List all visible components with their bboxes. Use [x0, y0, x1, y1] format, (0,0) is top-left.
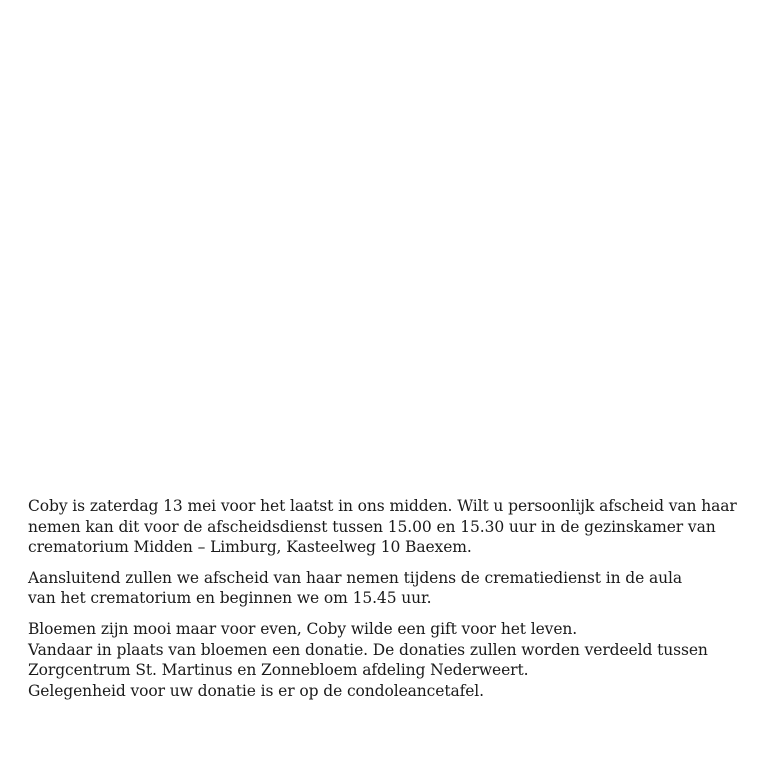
- text-line: van het crematorium en beginnen we om 15.45 uur.: [28, 589, 432, 608]
- text-line: nemen kan dit voor de afscheidsdienst tussen 15.00 en 15.30 uur in de gezinskamer van: [28, 517, 716, 536]
- text-line: Coby is zaterdag 13 mei voor het laatst in ons midden. Wilt u persoonlijk afscheid van haar: [28, 497, 737, 515]
- paragraph-donation: [28, 619, 738, 701]
- text-line: Bloemen zijn mooi maar voor even, Coby wilde een gift voor het leven.: [28, 619, 578, 638]
- text-line: Zorgcentrum St. Martinus en Zonnebloem afdeling Nederweert.: [28, 661, 529, 680]
- paragraph-cremation-service: [28, 568, 738, 609]
- body-text: [28, 496, 738, 711]
- paragraph-farewell-visit: [28, 496, 738, 558]
- text-line: Vandaar in plaats van bloemen een donatie. De donaties zullen worden verdeeld tussen: [28, 640, 708, 659]
- text-line: Gelegenheid voor uw donatie is er op de condoleancetafel.: [28, 681, 484, 700]
- text-line: crematorium Midden – Limburg, Kasteelweg 10 Baexem.: [28, 538, 472, 557]
- text-line: Aansluitend zullen we afscheid van haar nemen tijdens de crematiedienst in de aula: [28, 568, 683, 587]
